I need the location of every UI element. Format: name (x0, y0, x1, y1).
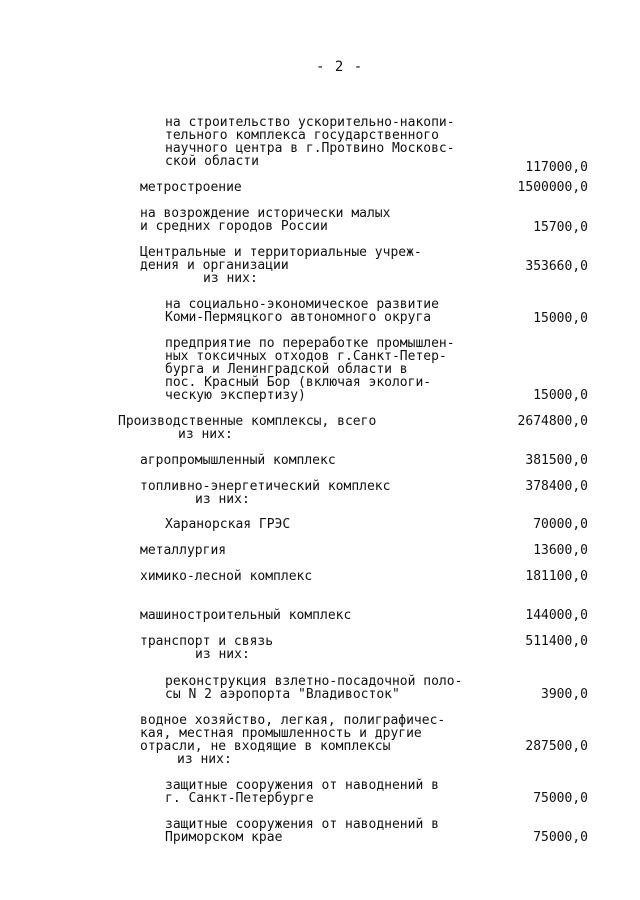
entry-description-line: бурга и Ленинградской области в (165, 362, 408, 377)
entry-amount: 181100,0 (525, 569, 588, 584)
entry-description-line: на возрождение исторически малых (140, 206, 391, 221)
entry-description (165, 675, 462, 701)
entry-description-line: сы N 2 аэропорта "Владивосток" (165, 687, 400, 702)
entry-description-line: из них: (195, 647, 250, 662)
entry-description-line: тельного комплекса государственного (165, 128, 439, 143)
entry-description-line: на строительство ускорительно-накопи- (165, 115, 455, 130)
entry-amount: 15000,0 (533, 388, 588, 403)
entry-description-line: защитные сооружения от наводнений в (165, 817, 439, 832)
entry-description (140, 544, 226, 557)
entry-description (165, 298, 439, 324)
entry-description (165, 818, 439, 844)
entry-description (178, 428, 233, 441)
entry-description-line: Харанорская ГРЭС (165, 517, 291, 532)
entry-amount: 75000,0 (533, 830, 588, 845)
page-number: - 2 - (316, 59, 364, 75)
entry-amount: 15000,0 (533, 311, 588, 326)
entry-description-line: из них: (203, 271, 258, 286)
entry-amount: 117000,0 (525, 160, 588, 175)
entry-description-line: ческую экспертизу) (165, 388, 306, 403)
entry-amount: 13600,0 (533, 543, 588, 558)
entry-amount: 15700,0 (533, 220, 588, 235)
entry-description (140, 609, 351, 622)
entry-description (165, 337, 455, 402)
entry-description-line: отрасли, не входящие в комплексы (140, 739, 391, 754)
entry-description-line: водное хозяйство, легкая, полиграфичес- (140, 713, 446, 728)
entry-description-line: пос. Красный Бор (включая экологи- (165, 375, 432, 390)
entry-description (140, 181, 242, 194)
entry-description (165, 779, 439, 805)
entry-description (195, 493, 250, 506)
entry-description-line: ных токсичных отходов г.Санкт-Петер- (165, 349, 447, 364)
entry-description-line: транспорт и связь (140, 634, 274, 649)
entry-description-line: научного центра в г.Протвино Московс- (165, 141, 455, 156)
entry-description-line: из них: (195, 492, 250, 507)
entry-amount: 381500,0 (525, 453, 588, 468)
entry-description-line: агропромышленный комплекс (140, 453, 336, 468)
entry-description (140, 207, 390, 233)
entry-description (165, 116, 455, 168)
entry-description (140, 454, 336, 467)
entry-amount: 287500,0 (525, 739, 588, 754)
entry-description-line: на социально-экономическое развитие (165, 297, 439, 312)
entry-description-line: Приморском крае (165, 830, 283, 845)
entry-amount: 70000,0 (533, 517, 588, 532)
entry-description-line: ской области (165, 154, 259, 169)
entry-description (118, 415, 376, 428)
entry-description-line: машиностроительный комплекс (140, 608, 352, 623)
entry-amount: 2674800,0 (517, 414, 588, 429)
entry-description (140, 714, 445, 753)
entry-description-line: дения и организации (140, 258, 289, 273)
entry-description-line: и средних городов России (140, 219, 328, 234)
entry-description-line: из них: (178, 427, 233, 442)
entry-description-line: Коми-Пермяцкого автономного округа (165, 310, 432, 325)
entry-description (165, 518, 290, 531)
entry-description (140, 570, 312, 583)
entry-description (203, 272, 258, 285)
entry-amount: 1500000,0 (517, 180, 588, 195)
entry-amount: 75000,0 (533, 791, 588, 806)
entry-description-line: предприятие по переработке промышлен- (165, 336, 455, 351)
entry-description-line: из них: (177, 752, 232, 767)
entry-description-line: кая, местная промышленность и другие (140, 726, 422, 741)
entry-description-line: защитные сооружения от наводнений в (165, 778, 439, 793)
entry-description (140, 480, 390, 493)
entry-description-line: г. Санкт-Петербурге (165, 791, 314, 806)
entry-description-line: Центральные и территориальные учреж- (140, 245, 422, 260)
entry-description-line: топливно-энергетический комплекс (140, 479, 391, 494)
entry-description-line: Производственные комплексы, всего (118, 414, 377, 429)
entry-amount: 144000,0 (525, 608, 588, 623)
entry-description-line: металлургия (140, 543, 227, 558)
entry-amount: 3900,0 (541, 687, 588, 702)
entry-description (195, 648, 250, 661)
entry-description-line: реконструкция взлетно-посадочной поло- (165, 674, 463, 689)
entry-description-line: метростроение (140, 180, 242, 195)
entry-description (140, 246, 422, 272)
entry-amount: 378400,0 (525, 479, 588, 494)
entry-amount: 353660,0 (525, 259, 588, 274)
entry-description-line: химико-лесной комплекс (140, 569, 313, 584)
entry-description (177, 753, 232, 766)
entry-amount: 511400,0 (525, 634, 588, 649)
